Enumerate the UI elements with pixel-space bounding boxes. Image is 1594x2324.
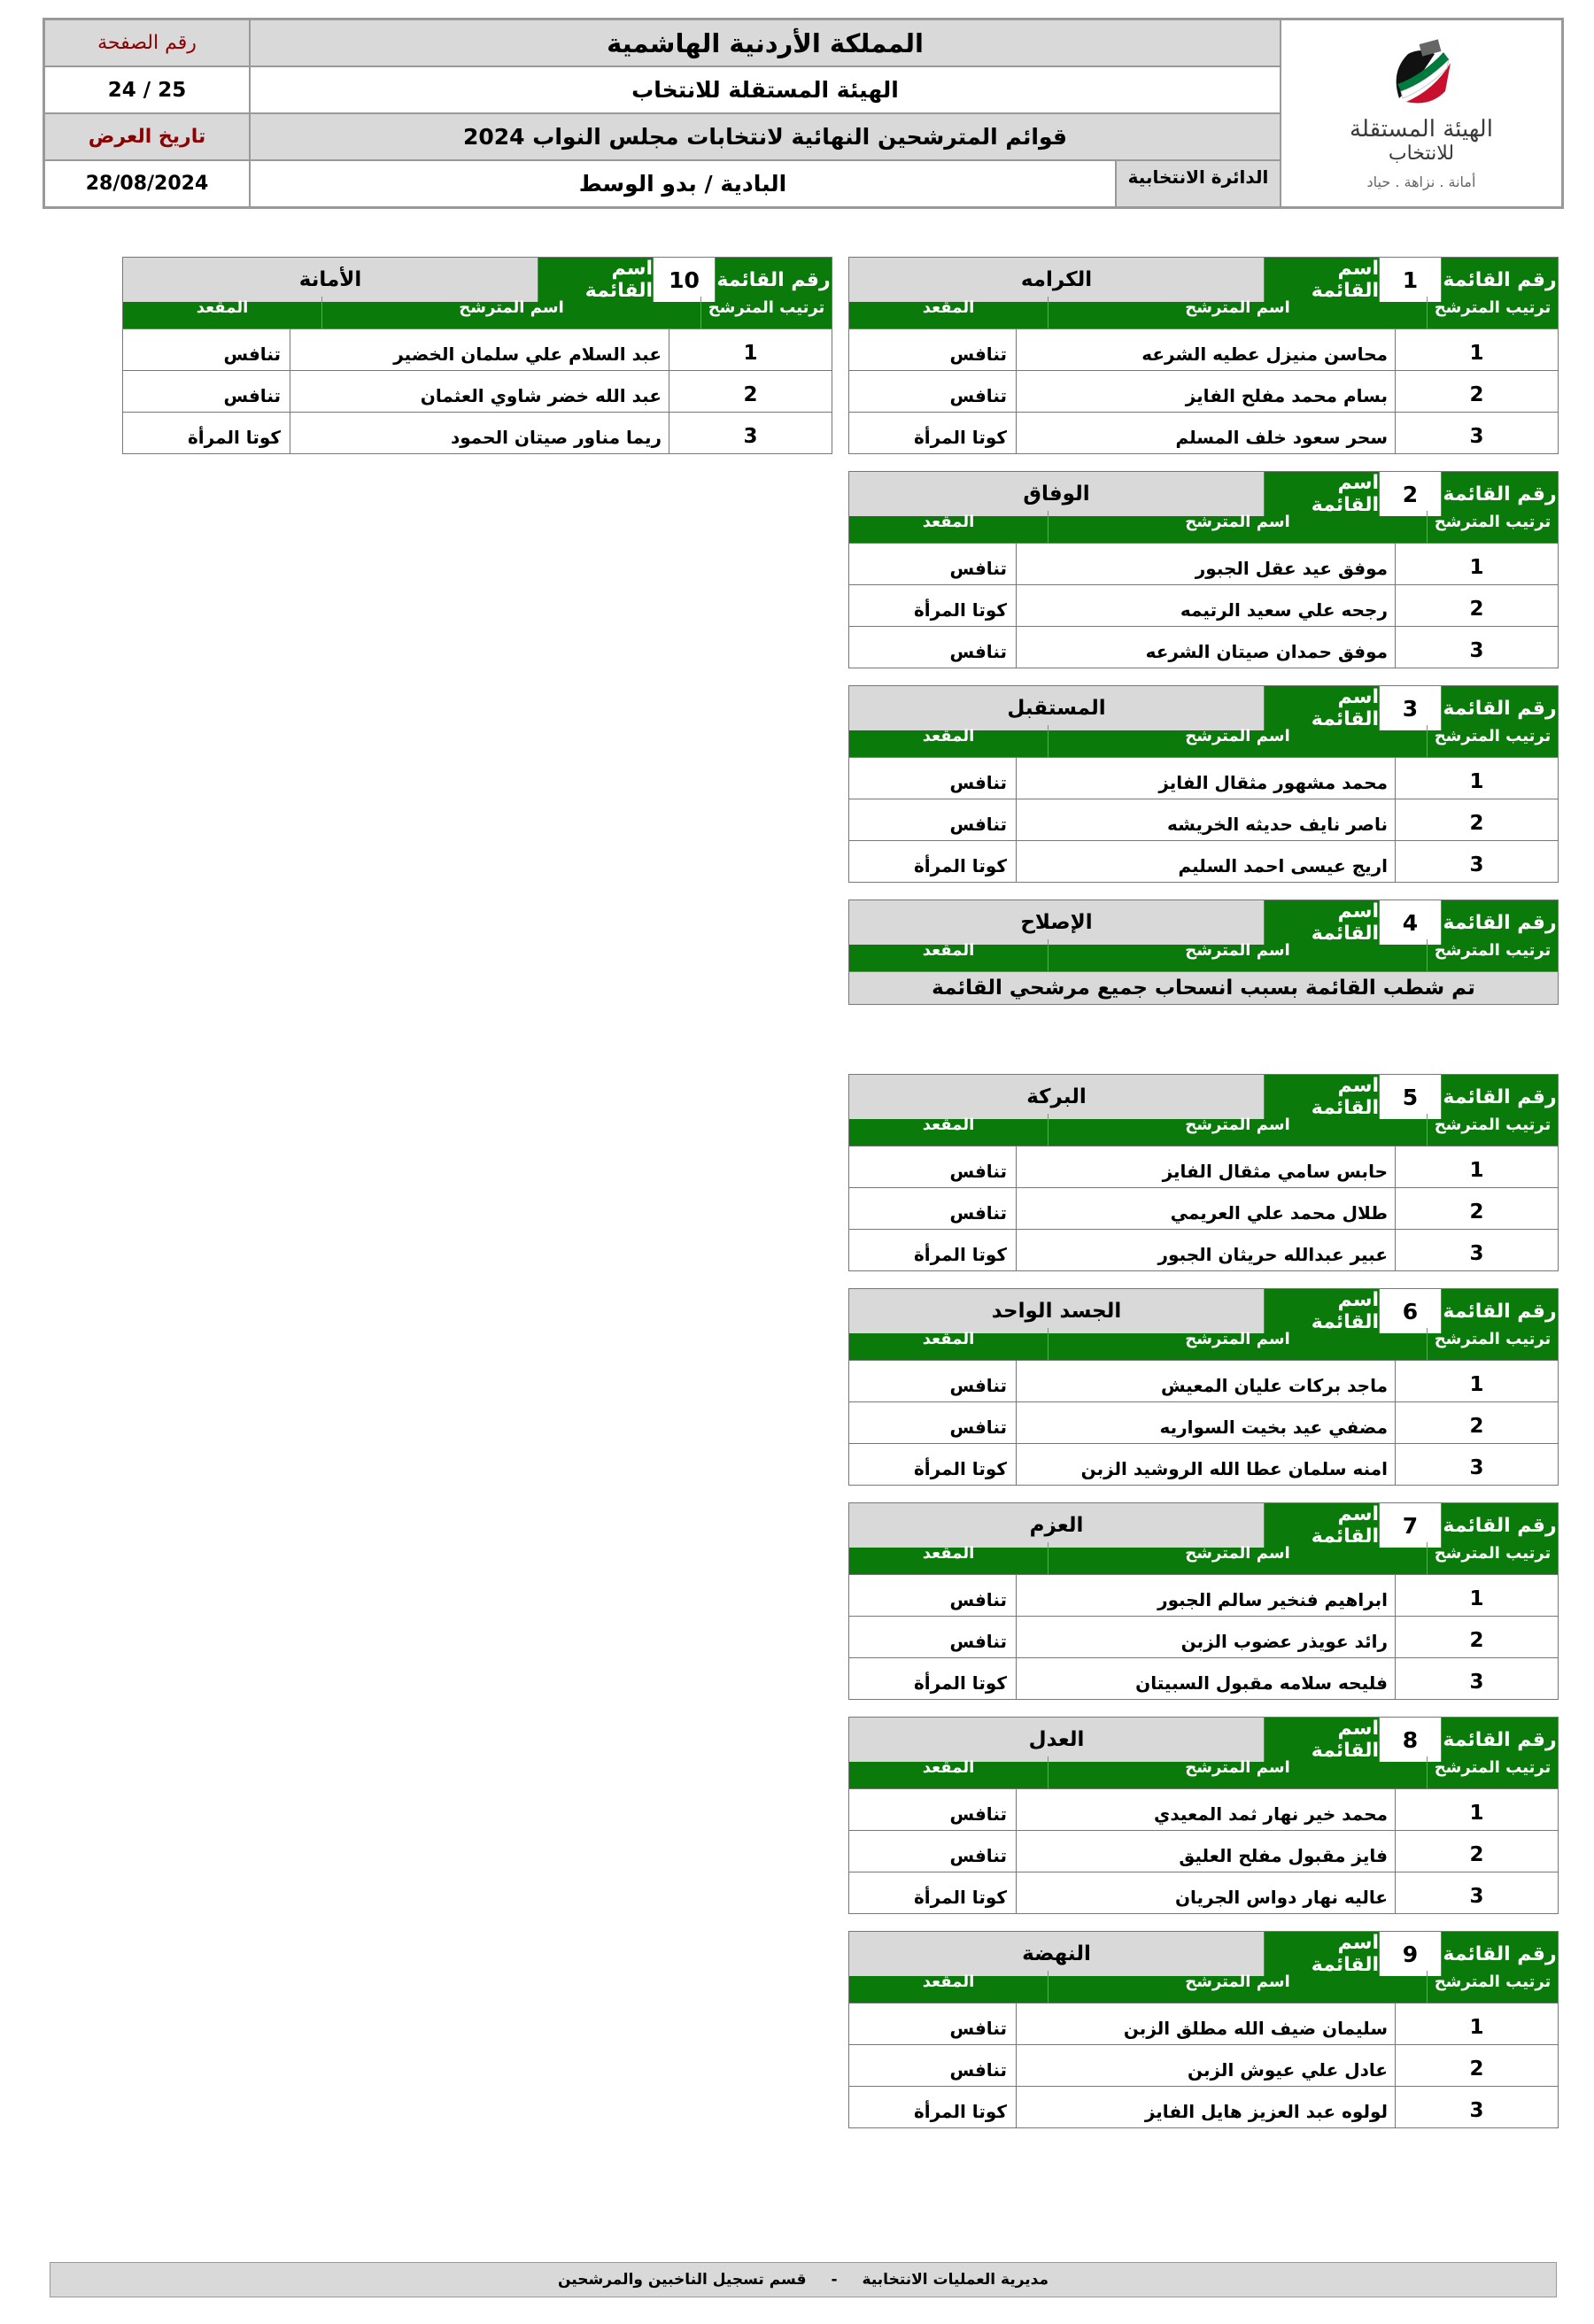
logo-line1: الهيئة المستقلة — [1350, 116, 1493, 143]
candidate-rank: 2 — [1395, 585, 1558, 626]
list-block — [848, 1502, 1559, 1700]
candidate-name: مضفي عيد بخيت السواريه — [1016, 1402, 1395, 1443]
candidate-name: اريج عيسى احمد السليم — [1016, 841, 1395, 882]
col-seat-header: المقعد — [922, 1973, 975, 1991]
list-number-label: رقم القائمة — [1441, 258, 1558, 302]
candidate-row — [849, 2003, 1558, 2044]
list-name-label: اسم القائمة — [538, 258, 653, 302]
candidate-name: ناصر نايف حديثه الخريشه — [1016, 799, 1395, 840]
commission-title: الهيئة المستقلة للانتخاب — [250, 66, 1281, 113]
list-name: الجسد الواحد — [849, 1289, 1264, 1333]
candidate-rank: 1 — [1395, 1147, 1558, 1187]
candidate-rank: 3 — [1395, 627, 1558, 668]
list-number-label: رقم القائمة — [1441, 1503, 1558, 1548]
list-number: 6 — [1379, 1289, 1441, 1333]
candidate-row — [849, 1872, 1558, 1913]
list-block — [848, 1717, 1559, 1914]
list-number-label: رقم القائمة — [1441, 1932, 1558, 1976]
candidate-rank: 2 — [669, 371, 832, 412]
list-header — [849, 1075, 1558, 1119]
candidate-seat: تنافس — [223, 385, 281, 406]
candidate-name: محمد خير نهار ثمد المعيدي — [1016, 1789, 1395, 1830]
candidate-rank: 2 — [1395, 1188, 1558, 1229]
candidate-row — [849, 543, 1558, 584]
list-number-label: رقم القائمة — [1441, 686, 1558, 730]
column-headers — [123, 297, 832, 328]
candidate-seat: كوتا المرأة — [913, 855, 1007, 876]
list-header — [849, 1932, 1558, 1976]
candidate-name: عبد الله خضر شاوي العثمان — [290, 371, 669, 412]
list-name-label: اسم القائمة — [1264, 1932, 1379, 1976]
column-headers — [849, 1114, 1558, 1146]
candidate-rank: 1 — [1395, 758, 1558, 799]
list-block — [848, 471, 1559, 668]
candidate-name: بسام محمد مفلح الفايز — [1016, 371, 1395, 412]
col-rank-header: ترتيب المترشح — [1427, 1971, 1558, 2003]
candidate-rank: 3 — [1395, 413, 1558, 453]
col-seat-header: المقعد — [922, 1758, 975, 1777]
col-name-header: اسم المترشح — [1048, 1757, 1427, 1788]
candidate-row — [849, 412, 1558, 453]
list-header — [849, 1718, 1558, 1762]
column-headers — [849, 725, 1558, 757]
title-panel — [250, 19, 1281, 207]
candidate-seat: تنافس — [949, 344, 1007, 365]
col-seat-header: المقعد — [922, 1330, 975, 1348]
district-label: الدائرة الانتخابية — [1116, 160, 1281, 207]
candidate-row — [849, 1187, 1558, 1229]
list-name: المستقبل — [849, 686, 1264, 730]
candidate-rank: 1 — [1395, 1361, 1558, 1401]
candidate-rank: 3 — [669, 413, 832, 453]
candidate-seat: تنافس — [949, 1375, 1007, 1396]
candidate-seat: تنافس — [949, 1845, 1007, 1866]
district-value: البادية / بدو الوسط — [250, 160, 1116, 207]
candidate-name: امنه سلمان عطا الله الروشيد الزبن — [1016, 1444, 1395, 1485]
col-seat-header: المقعد — [922, 727, 975, 745]
candidate-row — [849, 2044, 1558, 2086]
list-number: 5 — [1379, 1075, 1441, 1119]
candidate-rank: 3 — [1395, 2087, 1558, 2127]
list-name-label: اسم القائمة — [1264, 1289, 1379, 1333]
candidate-name: موفق عيد عقل الجبور — [1016, 544, 1395, 584]
col-name-header: اسم المترشح — [321, 297, 700, 328]
list-name-label: اسم القائمة — [1264, 1503, 1379, 1548]
candidate-row — [123, 328, 832, 370]
list-number: 10 — [653, 258, 715, 302]
candidate-seat: تنافس — [949, 1589, 1007, 1610]
candidate-row — [849, 840, 1558, 882]
candidate-rank: 2 — [1395, 2045, 1558, 2086]
display-date-label: تاريخ العرض — [44, 113, 250, 160]
candidate-rank: 2 — [1395, 371, 1558, 412]
candidate-seat: كوتا المرأة — [913, 1244, 1007, 1265]
list-name: النهضة — [849, 1932, 1264, 1976]
candidate-seat: تنافس — [223, 344, 281, 365]
list-number-label: رقم القائمة — [1441, 1289, 1558, 1333]
list-name: الوفاق — [849, 472, 1264, 516]
col-rank-header: ترتيب المترشح — [1427, 1328, 1558, 1360]
withdrawn-note: تم شطب القائمة بسبب انسحاب جميع مرشحي القائمة — [849, 971, 1558, 1004]
list-number: 7 — [1379, 1503, 1441, 1548]
page-info-panel — [44, 19, 250, 207]
candidate-name: ريما مناور صيتان الحمود — [290, 413, 669, 453]
col-name-header: اسم المترشح — [1048, 725, 1427, 757]
col-name-header: اسم المترشح — [1048, 1971, 1427, 2003]
candidate-seat: تنافس — [949, 1417, 1007, 1438]
page-number-label: رقم الصفحة — [44, 19, 250, 66]
candidate-name: فايز مقبول مفلح العليق — [1016, 1831, 1395, 1872]
candidate-seat: تنافس — [949, 2018, 1007, 2039]
list-block — [848, 899, 1559, 1005]
kingdom-title: المملكة الأردنية الهاشمية — [250, 19, 1281, 66]
list-header — [849, 472, 1558, 516]
list-number: 1 — [1379, 258, 1441, 302]
list-name: العدل — [849, 1718, 1264, 1762]
list-header — [849, 900, 1558, 945]
candidate-seat: تنافس — [949, 2059, 1007, 2081]
column-headers — [849, 1971, 1558, 2003]
list-name-label: اسم القائمة — [1264, 1075, 1379, 1119]
list-number-label: رقم القائمة — [1441, 1075, 1558, 1119]
candidate-name: طلال محمد علي العريمي — [1016, 1188, 1395, 1229]
candidate-seat: تنافس — [949, 1631, 1007, 1652]
candidate-row — [849, 584, 1558, 626]
candidate-row — [123, 412, 832, 453]
candidate-rank: 1 — [1395, 1789, 1558, 1830]
list-header — [849, 1289, 1558, 1333]
col-rank-header: ترتيب المترشح — [1427, 1114, 1558, 1146]
list-number: 8 — [1379, 1718, 1441, 1762]
col-rank-header: ترتيب المترشح — [1427, 511, 1558, 543]
col-name-header: اسم المترشح — [1048, 1114, 1427, 1146]
list-number: 4 — [1379, 900, 1441, 945]
candidate-seat: تنافس — [949, 772, 1007, 793]
candidate-rank: 2 — [1395, 1617, 1558, 1657]
candidate-seat: تنافس — [949, 1161, 1007, 1182]
candidate-seat: تنافس — [949, 1803, 1007, 1825]
document-header — [43, 18, 1564, 209]
candidate-row — [849, 370, 1558, 412]
candidate-seat: كوتا المرأة — [913, 599, 1007, 621]
list-number: 2 — [1379, 472, 1441, 516]
candidate-rank: 3 — [1395, 1444, 1558, 1485]
candidate-row — [849, 626, 1558, 668]
list-name-label: اسم القائمة — [1264, 472, 1379, 516]
column-headers — [849, 297, 1558, 328]
candidate-seat: كوتا المرأة — [913, 427, 1007, 448]
candidate-name: محمد مشهور مثقال الفايز — [1016, 758, 1395, 799]
candidate-row — [849, 1574, 1558, 1616]
list-block — [848, 1074, 1559, 1271]
candidate-row — [849, 1146, 1558, 1187]
col-seat-header: المقعد — [922, 941, 975, 960]
col-seat-header: المقعد — [196, 298, 249, 317]
col-name-header: اسم المترشح — [1048, 939, 1427, 971]
column-headers — [849, 1757, 1558, 1788]
candidate-name: عاليه نهار دواس الجريان — [1016, 1872, 1395, 1913]
col-name-header: اسم المترشح — [1048, 297, 1427, 328]
col-rank-header: ترتيب المترشح — [1427, 1757, 1558, 1788]
col-seat-header: المقعد — [922, 1116, 975, 1134]
candidate-rank: 1 — [1395, 329, 1558, 370]
candidate-row — [849, 757, 1558, 799]
candidate-name: لولوه عبد العزيز هايل الفايز — [1016, 2087, 1395, 2127]
footer-directorate: مديرية العمليات الانتخابية — [862, 2271, 1049, 2289]
display-date-value: 28/08/2024 — [44, 160, 250, 207]
col-name-header: اسم المترشح — [1048, 1542, 1427, 1574]
candidate-row — [849, 1830, 1558, 1872]
candidate-rank: 1 — [1395, 544, 1558, 584]
col-seat-header: المقعد — [922, 1544, 975, 1563]
col-seat-header: المقعد — [922, 513, 975, 531]
candidate-seat: كوتا المرأة — [187, 427, 281, 448]
list-number-label: رقم القائمة — [1441, 900, 1558, 945]
candidate-seat: كوتا المرأة — [913, 1458, 1007, 1479]
list-number-label: رقم القائمة — [1441, 472, 1558, 516]
column-headers — [849, 939, 1558, 971]
list-name: البركة — [849, 1075, 1264, 1119]
district-row — [250, 160, 1281, 207]
list-number-label: رقم القائمة — [715, 258, 832, 302]
list-header — [849, 1503, 1558, 1548]
list-name-label: اسم القائمة — [1264, 900, 1379, 945]
list-block — [122, 257, 832, 454]
candidate-row — [849, 1360, 1558, 1401]
candidate-name: عبير عبدالله حريثان الجبور — [1016, 1230, 1395, 1270]
candidate-name: حابس سامي مثقال الفايز — [1016, 1147, 1395, 1187]
col-rank-header: ترتيب المترشح — [1427, 725, 1558, 757]
candidate-name: رائد عويذر عضوب الزبن — [1016, 1617, 1395, 1657]
candidate-rank: 3 — [1395, 1872, 1558, 1913]
commission-logo — [1281, 19, 1562, 207]
candidate-row — [849, 1788, 1558, 1830]
candidate-name: عادل علي عيوش الزبن — [1016, 2045, 1395, 2086]
list-name: الكرامه — [849, 258, 1264, 302]
candidate-name: سحر سعود خلف المسلم — [1016, 413, 1395, 453]
list-name-label: اسم القائمة — [1264, 258, 1379, 302]
col-rank-header: ترتيب المترشح — [1427, 939, 1558, 971]
candidate-seat: كوتا المرأة — [913, 2101, 1007, 2122]
list-name-label: اسم القائمة — [1264, 686, 1379, 730]
col-rank-header: ترتيب المترشح — [1427, 297, 1558, 328]
candidate-name: رجحه علي سعيد الرتيمه — [1016, 585, 1395, 626]
candidate-seat: تنافس — [949, 641, 1007, 662]
candidate-rank: 2 — [1395, 1402, 1558, 1443]
candidate-rank: 2 — [1395, 1831, 1558, 1872]
col-rank-header: ترتيب المترشح — [700, 297, 832, 328]
list-name: الأمانة — [123, 258, 538, 302]
candidate-seat: تنافس — [949, 558, 1007, 579]
candidate-row — [849, 1443, 1558, 1485]
candidate-row — [849, 799, 1558, 840]
list-header — [123, 258, 832, 302]
candidate-name: ماجد بركات عليان المعيش — [1016, 1361, 1395, 1401]
list-block — [848, 257, 1559, 454]
candidate-rank: 1 — [1395, 1575, 1558, 1616]
candidate-row — [849, 1229, 1558, 1270]
candidate-name: سليمان ضيف الله مطلق الزبن — [1016, 2004, 1395, 2044]
candidate-name: موفق حمدان صيتان الشرعه — [1016, 627, 1395, 668]
list-block — [848, 1931, 1559, 2128]
list-header — [849, 686, 1558, 730]
col-name-header: اسم المترشح — [1048, 1328, 1427, 1360]
candidate-rank: 3 — [1395, 841, 1558, 882]
candidate-rank: 2 — [1395, 799, 1558, 840]
list-header — [849, 258, 1558, 302]
logo-motto: أمانة . نزاهة . حياد — [1366, 174, 1476, 190]
candidate-seat: كوتا المرأة — [913, 1672, 1007, 1694]
candidate-row — [849, 2086, 1558, 2127]
report-title: قوائم المترشحين النهائية لانتخابات مجلس النواب 2024 — [250, 113, 1281, 160]
candidate-seat: تنافس — [949, 814, 1007, 835]
candidate-name: ابراهيم فنخير سالم الجبور — [1016, 1575, 1395, 1616]
candidate-name: عبد السلام علي سلمان الخضير — [290, 329, 669, 370]
list-block — [848, 1288, 1559, 1486]
col-name-header: اسم المترشح — [1048, 511, 1427, 543]
list-block — [848, 685, 1559, 883]
list-name-label: اسم القائمة — [1264, 1718, 1379, 1762]
footer-separator: - — [831, 2271, 838, 2289]
candidate-row — [849, 1616, 1558, 1657]
list-number: 9 — [1379, 1932, 1441, 1976]
list-number: 3 — [1379, 686, 1441, 730]
candidate-rank: 3 — [1395, 1230, 1558, 1270]
column-headers — [849, 511, 1558, 543]
candidate-seat: تنافس — [949, 385, 1007, 406]
list-name: الإصلاح — [849, 900, 1264, 945]
footer-section: قسم تسجيل الناخبين والمرشحين — [558, 2271, 807, 2289]
page-footer — [50, 2262, 1557, 2297]
list-name: العزم — [849, 1503, 1264, 1548]
column-headers — [849, 1542, 1558, 1574]
ballot-box-icon — [1381, 36, 1461, 116]
candidate-rank: 3 — [1395, 1658, 1558, 1699]
col-rank-header: ترتيب المترشح — [1427, 1542, 1558, 1574]
column-headers — [849, 1328, 1558, 1360]
candidate-name: فليحه سلامه مقبول السبيتان — [1016, 1658, 1395, 1699]
candidate-name: محاسن منيزل عطيه الشرعه — [1016, 329, 1395, 370]
logo-line2: للانتخاب — [1388, 143, 1455, 165]
candidate-rank: 1 — [1395, 2004, 1558, 2044]
candidate-seat: كوتا المرأة — [913, 1887, 1007, 1908]
list-number-label: رقم القائمة — [1441, 1718, 1558, 1762]
candidate-row — [849, 328, 1558, 370]
candidate-rank: 1 — [669, 329, 832, 370]
page-number-value: 24 / 25 — [44, 66, 250, 113]
col-seat-header: المقعد — [922, 298, 975, 317]
candidate-row — [849, 1401, 1558, 1443]
candidate-seat: تنافس — [949, 1202, 1007, 1224]
candidate-row — [849, 1657, 1558, 1699]
candidate-row — [123, 370, 832, 412]
